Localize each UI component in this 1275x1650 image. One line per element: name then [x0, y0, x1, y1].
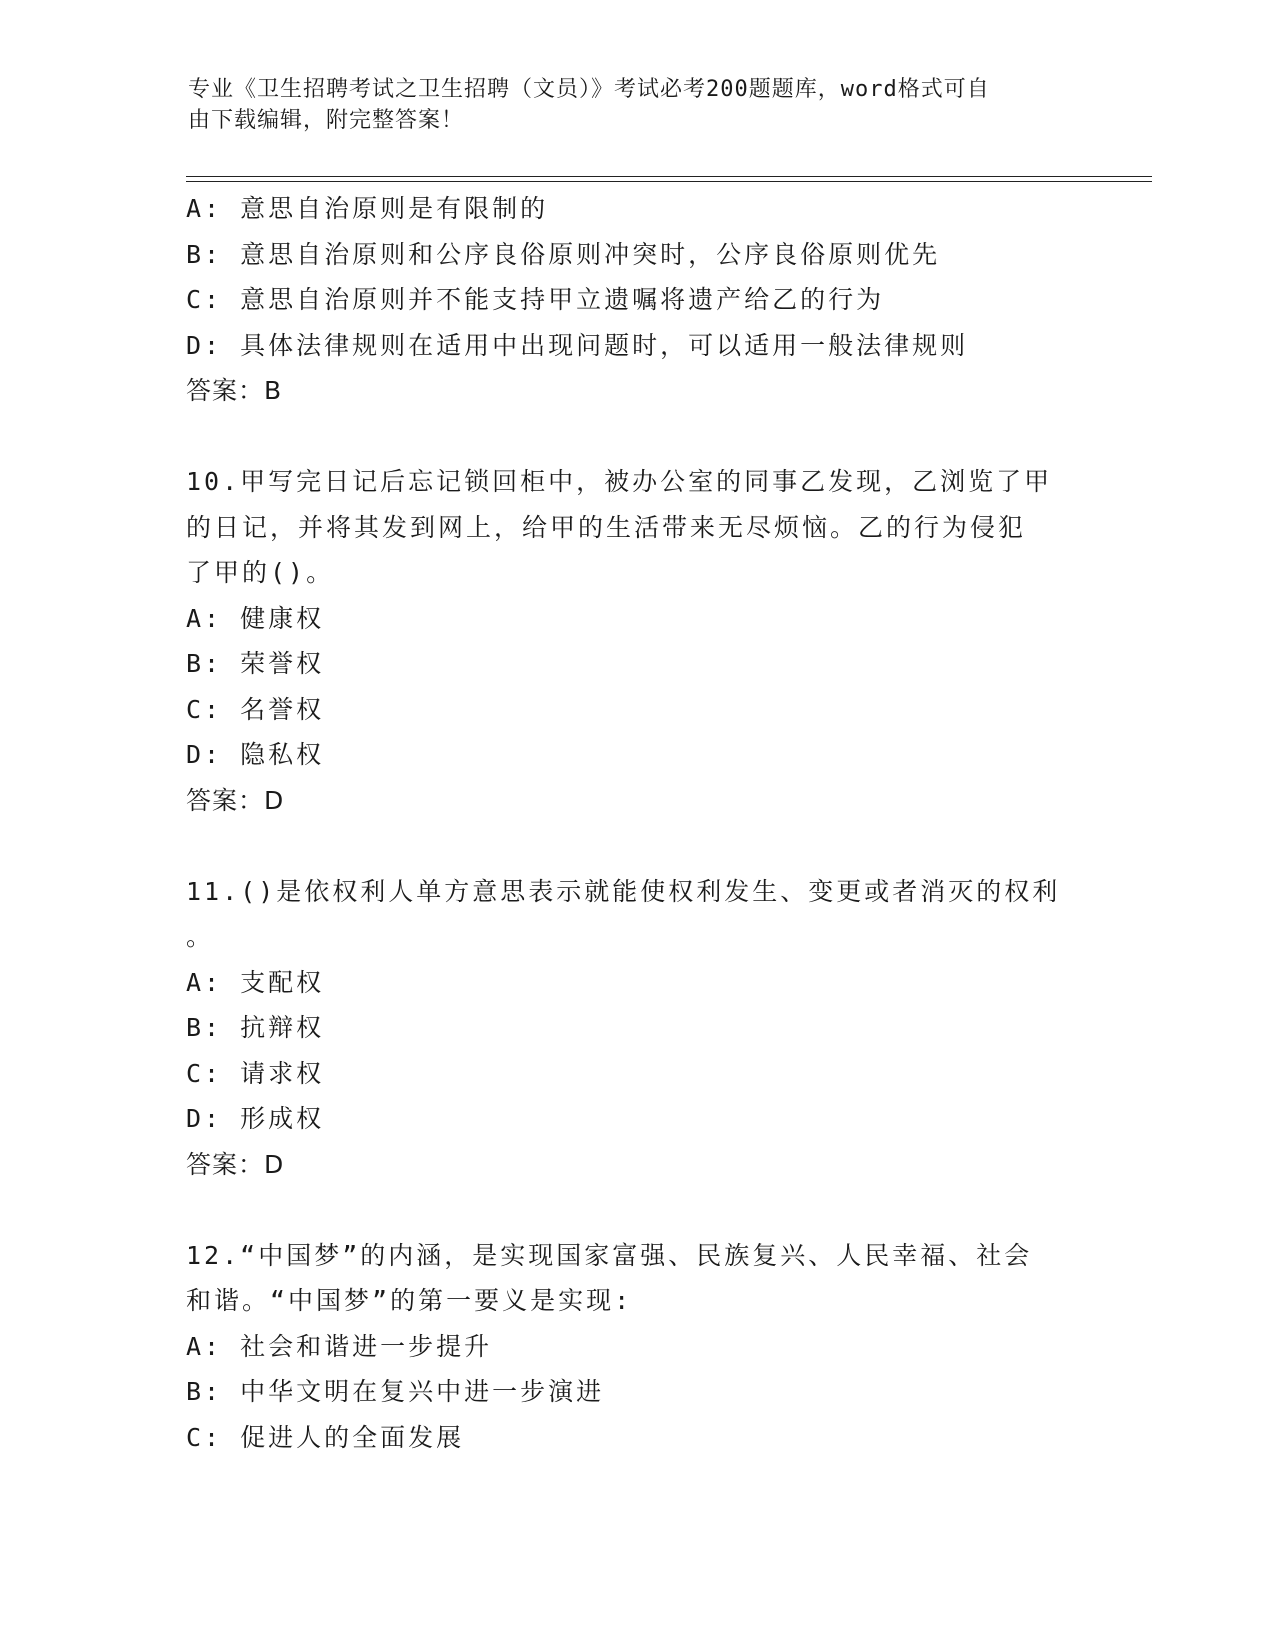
option-b: B: 中华文明在复兴中进一步演进 [186, 1377, 605, 1406]
question-stem-line: 12.“中国梦”的内涵，是实现国家富强、民族复兴、人民幸福、社会 [186, 1240, 1033, 1270]
option-b: B: 意思自治原则和公序良俗原则冲突时，公序良俗原则优先 [186, 239, 941, 269]
answer: 答案：B [186, 376, 283, 405]
option-a: A: 社会和谐进一步提升 [186, 1331, 493, 1361]
option-b: B: 荣誉权 [186, 649, 325, 678]
question-12 [186, 1233, 1086, 1461]
spacer [186, 1187, 1086, 1233]
option-a: A: 支配权 [186, 967, 325, 997]
option-d: D: 隐私权 [186, 740, 325, 769]
spacer [186, 414, 1086, 460]
question-stem-line: 11.()是依权利人单方意思表示就能使权利发生、变更或者消灭的权利 [186, 876, 1061, 906]
question-10 [186, 459, 1086, 823]
question-stem-line: 。 [186, 922, 215, 951]
question-stem-line: 和谐。“中国梦”的第一要义是实现: [186, 1286, 633, 1315]
option-c: C: 意思自治原则并不能支持甲立遗嘱将遗产给乙的行为 [186, 285, 885, 314]
option-b: B: 抗辩权 [186, 1013, 325, 1042]
header-line-1: 专业《卫生招聘考试之卫生招聘（文员）》考试必考200题题库，word格式可自 [188, 77, 990, 102]
option-c: C: 请求权 [186, 1058, 325, 1088]
header-double-rule [186, 176, 1152, 182]
option-c: C: 促进人的全面发展 [186, 1422, 465, 1452]
question-list [186, 186, 1086, 1460]
answer: 答案：D [186, 785, 285, 815]
document-header [188, 74, 1068, 136]
option-a: A: 意思自治原则是有限制的 [186, 194, 549, 223]
question-11 [186, 869, 1086, 1188]
question-stem-line: 的日记，并将其发到网上，给甲的生活带来无尽烦恼。乙的行为侵犯 [186, 512, 1027, 542]
header-line-2: 由下载编辑，附完整答案！ [188, 108, 465, 133]
answer: 答案：D [186, 1149, 285, 1179]
question-9 [186, 186, 1086, 414]
spacer [186, 823, 1086, 869]
option-d: D: 形成权 [186, 1104, 325, 1133]
option-d: D: 具体法律规则在适用中出现问题时，可以适用一般法律规则 [186, 330, 969, 360]
option-c: C: 名誉权 [186, 694, 325, 724]
question-stem-line: 10.甲写完日记后忘记锁回柜中，被办公室的同事乙发现，乙浏览了甲 [186, 467, 1053, 496]
option-a: A: 健康权 [186, 603, 325, 633]
question-stem-line: 了甲的()。 [186, 558, 335, 587]
